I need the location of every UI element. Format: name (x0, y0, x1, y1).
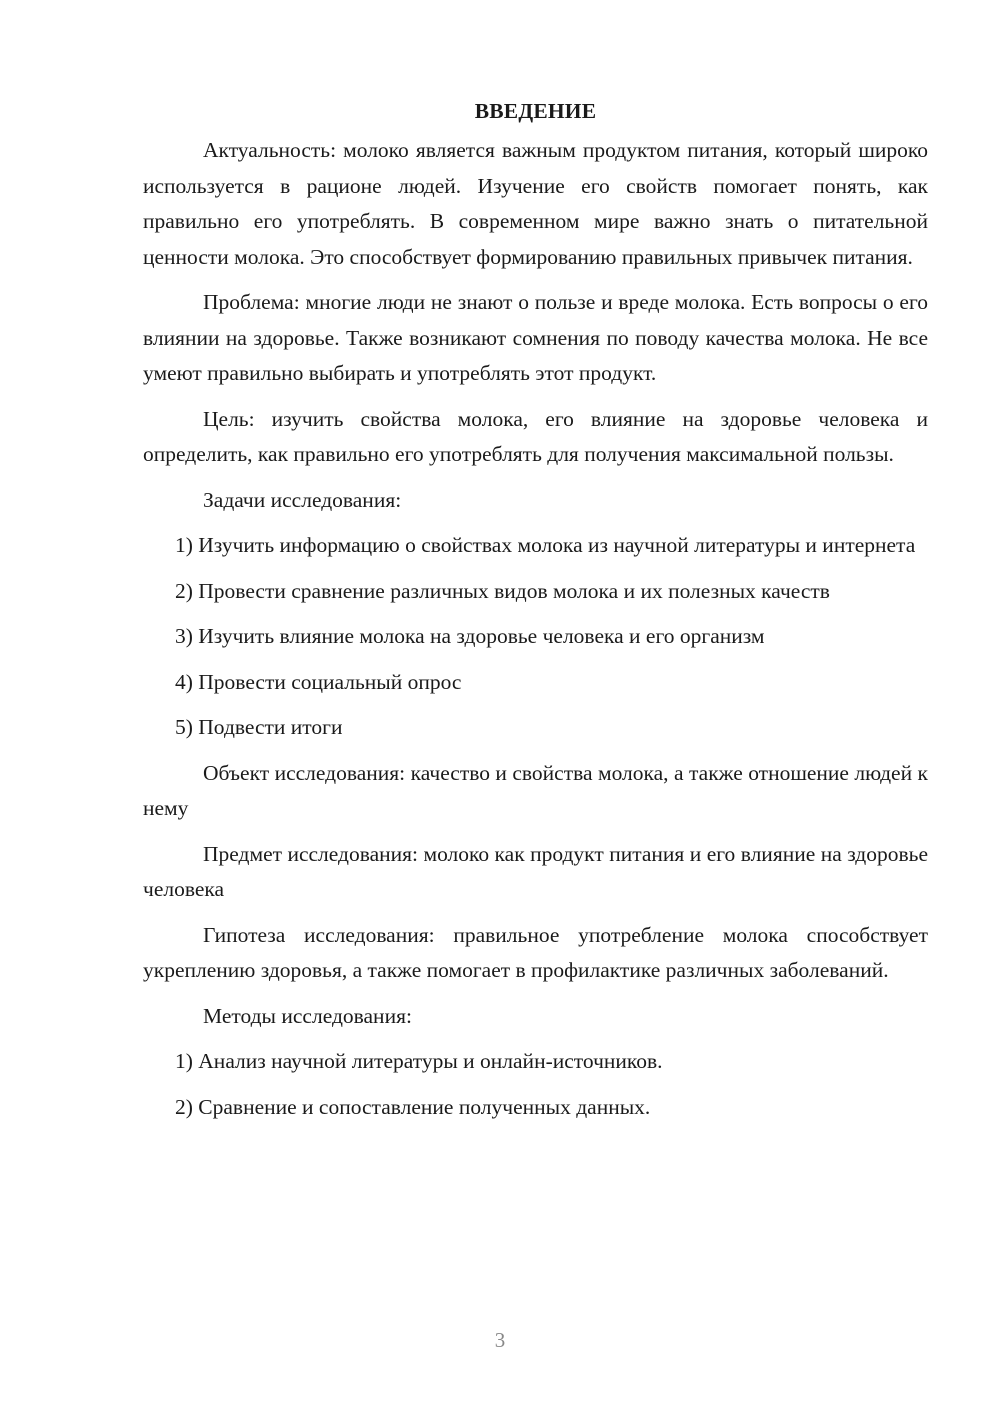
task-item-1: 1) Изучить информацию о свойствах молока из научной литературы и интернета (175, 533, 916, 557)
paragraph-hypothesis: Гипотеза исследования: правильное употребление молока способствует укреплению здоровья, а также помогает в профилактике различных заболеваний. (143, 922, 928, 982)
page-number: 3 (494, 1328, 506, 1352)
method-item-1: 1) Анализ научной литературы и онлайн-источников. (175, 1049, 663, 1073)
tasks-heading: Задачи исследования: (203, 487, 402, 512)
task-item-4: 4) Провести социальный опрос (175, 669, 462, 694)
section-title: ВВЕДЕНИЕ (474, 99, 597, 123)
methods-heading: Методы исследования: (203, 1003, 412, 1028)
paragraph-relevance: Актуальность: молоко является важным продуктом питания, который широко используется в рационе людей. Изучение его свойств помогает понять, как правильно его употреблять. В современном мире важно знать о питательной ценности молока. Это способствует формированию правильных привычек питания. (143, 138, 928, 269)
document-page (143, 93, 928, 1135)
method-item-2: 2) Сравнение и сопоставление полученных данных. (175, 1094, 651, 1119)
paragraph-object: Объект исследования: качество и свойства молока, а также отношение людей к нему (143, 760, 928, 820)
paragraph-goal: Цель: изучить свойства молока, его влияние на здоровье человека и определить, как правильно его употреблять для получения максимальной пользы. (143, 406, 928, 466)
paragraph-problem: Проблема: многие люди не знают о пользе и вреде молока. Есть вопросы о его влиянии на здоровье. Также возникают сомнения по поводу качества молока. Не все умеют правильно выбирать и употреблять этот продукт. (143, 290, 928, 385)
task-item-5: 5) Подвести итоги (175, 715, 343, 739)
paragraph-subject: Предмет исследования: молоко как продукт питания и его влияние на здоровье человека (143, 841, 928, 901)
task-item-3: 3) Изучить влияние молока на здоровье человека и его организм (175, 624, 765, 648)
task-item-2: 2) Провести сравнение различных видов молока и их полезных качеств (175, 578, 830, 603)
